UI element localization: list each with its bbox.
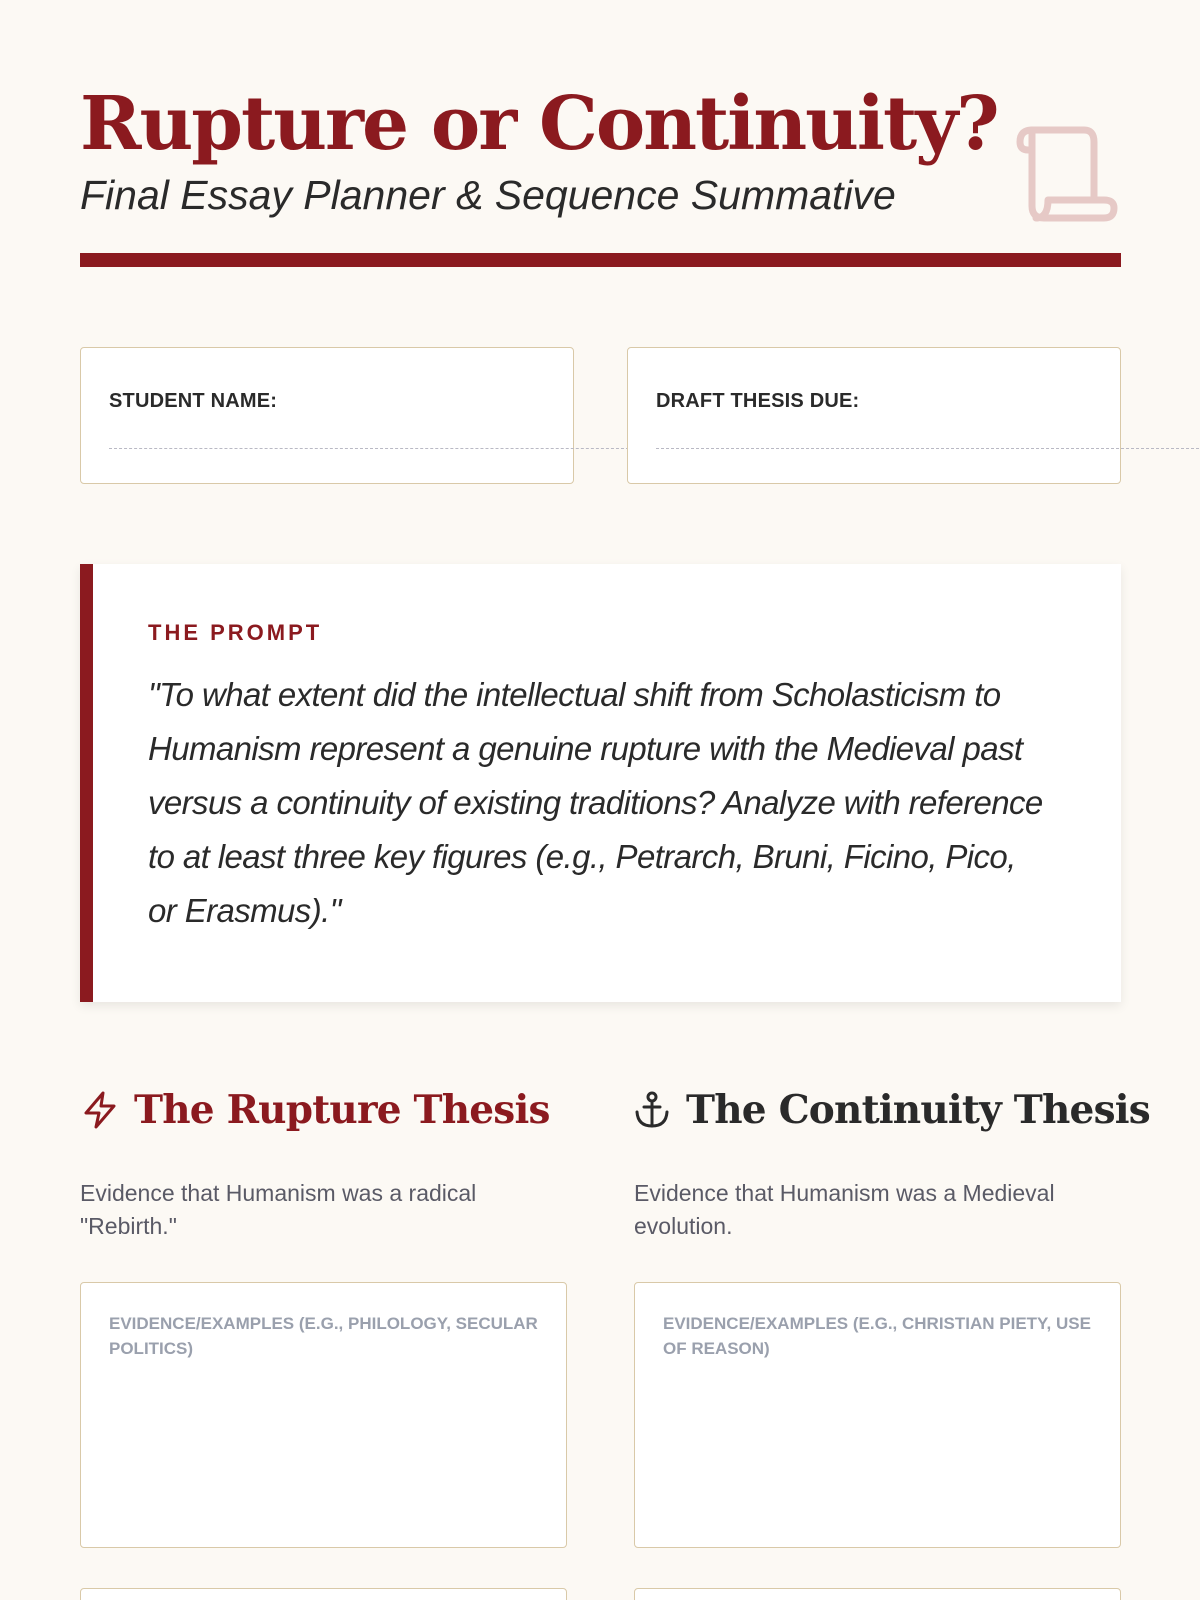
continuity-next-box[interactable] (634, 1588, 1121, 1600)
anchor-icon (632, 1090, 672, 1130)
prompt-text: "To what extent did the intellectual shift from Scholasticism to Humanism represent a genuine rupture with the Medieval past versus a continuity of existing traditions? Analyze with reference to at least three key figures (e.g., Petrarch, Bruni, Ficino, Pico, or Erasmus)." (148, 676, 1043, 929)
rupture-evidence-box[interactable] (80, 1282, 567, 1548)
student-name-field[interactable] (80, 347, 574, 484)
lightning-icon (80, 1090, 120, 1130)
draft-thesis-due-label: DRAFT THESIS DUE: (656, 390, 860, 412)
draft-thesis-due-line[interactable] (656, 448, 1200, 449)
scroll-icon (1014, 124, 1118, 224)
continuity-evidence-label: EVIDENCE/EXAMPLES (E.G., CHRISTIAN PIETY, USE OF REASON) (663, 1314, 1091, 1358)
continuity-thesis-heading (632, 1082, 1150, 1138)
header-divider (80, 253, 1121, 267)
page-subtitle: Final Essay Planner & Sequence Summative (80, 172, 896, 218)
draft-thesis-due-field[interactable] (627, 347, 1121, 484)
prompt-label: THE PROMPT (148, 620, 323, 645)
student-name-line[interactable] (109, 448, 629, 449)
rupture-thesis-heading (80, 1082, 550, 1138)
prompt-box (80, 564, 1121, 1002)
continuity-thesis-description: Evidence that Humanism was a Medieval evolution. (634, 1180, 1055, 1239)
rupture-next-box[interactable] (80, 1588, 567, 1600)
page-header (80, 80, 1121, 220)
page-title: Rupture or Continuity? (80, 81, 998, 167)
rupture-evidence-label: EVIDENCE/EXAMPLES (E.G., PHILOLOGY, SECULAR POLITICS) (109, 1314, 538, 1358)
rupture-thesis-description: Evidence that Humanism was a radical "Rebirth." (80, 1180, 477, 1239)
continuity-evidence-box[interactable] (634, 1282, 1121, 1548)
continuity-thesis-title: The Continuity Thesis (686, 1087, 1150, 1133)
student-name-label: STUDENT NAME: (109, 390, 278, 412)
rupture-thesis-title: The Rupture Thesis (134, 1087, 550, 1133)
